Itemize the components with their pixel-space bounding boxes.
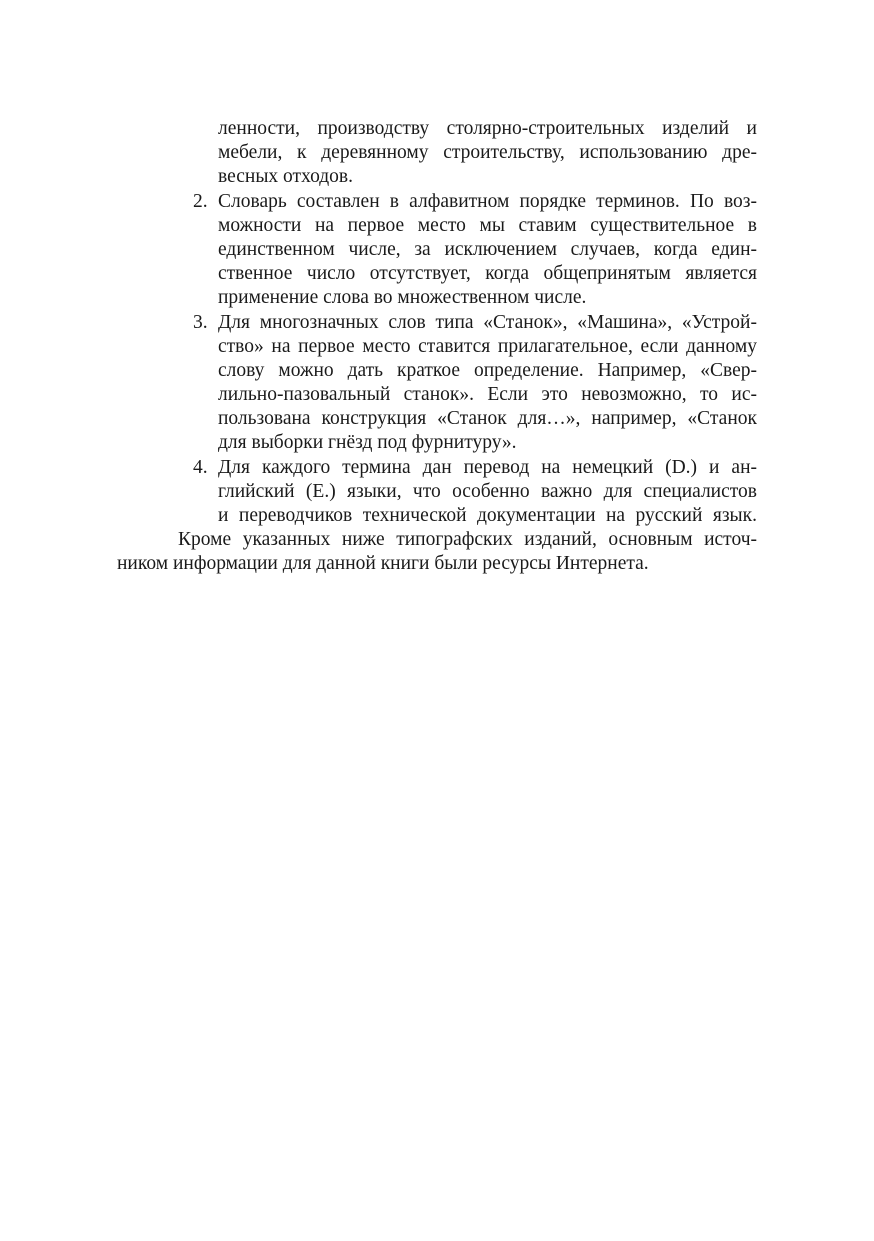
- text-line: ство» на первое место ставится прилагательное, если данному: [218, 335, 757, 357]
- text-line: весных отходов.: [218, 166, 354, 188]
- text-line: слову можно дать краткое определение. Например, «Свер-: [218, 359, 757, 381]
- text-line: ственное число отсутствует, когда общепринятым является: [218, 263, 757, 285]
- list-item-3: [117, 311, 757, 456]
- text-line: [117, 456, 757, 480]
- text-line: ником информации для данной книги были ресурсы Интернета.: [117, 553, 649, 575]
- list-number: 3.: [193, 311, 208, 333]
- list-number: 4.: [193, 456, 208, 478]
- text-line: применение слова во множественном числе.: [218, 287, 587, 309]
- text-line: Кроме указанных ниже типографских изданий, основным источ-: [178, 529, 757, 551]
- list-item-2: [117, 190, 757, 311]
- list-number: 2.: [193, 190, 208, 212]
- text-line: для выборки гнёзд под фурнитуру».: [218, 432, 517, 454]
- list-item-4: [117, 456, 757, 529]
- text-line: лильно-пазовальный станок». Если это невозможно, то ис-: [218, 384, 757, 406]
- text-line: можности на первое место мы ставим существительное в: [218, 214, 757, 236]
- text-line: глийский (E.) языки, что особенно важно для специалистов: [218, 480, 757, 502]
- text-line: [117, 190, 757, 214]
- text-line: [117, 311, 757, 335]
- final-paragraph: [117, 528, 757, 576]
- text-line-content: Для многозначных слов типа «Станок», «Машина», «Устрой-: [218, 311, 757, 333]
- continuation-text: [117, 117, 757, 190]
- text-line: мебели, к деревянному строительству, использованию дре-: [218, 142, 757, 164]
- text-line: ленности, производству столярно-строительных изделий и: [218, 118, 757, 139]
- text-line: пользована конструкция «Станок для…», например, «Станок: [218, 408, 757, 430]
- text-line: и переводчиков технической документации на русский язык.: [218, 505, 757, 526]
- text-line: единственном числе, за исключением случаев, когда един-: [218, 238, 757, 260]
- text-line-content: Словарь составлен в алфавитном порядке терминов. По воз-: [218, 190, 757, 212]
- text-line-content: Для каждого термина дан перевод на немецкий (D.) и ан-: [218, 456, 757, 478]
- body-text: [117, 117, 757, 577]
